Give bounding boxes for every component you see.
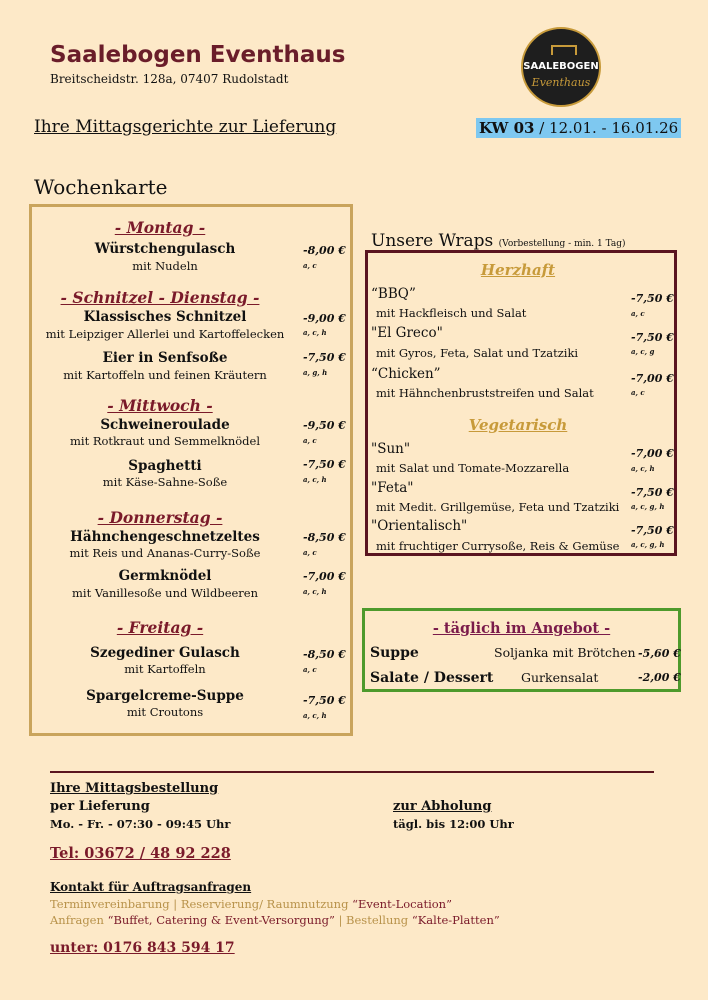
order-title: Ihre Mittagsbestellung — [50, 781, 219, 796]
contact-text: | Bestellung — [334, 913, 412, 927]
dish-name: Szegediner Gulasch — [90, 645, 240, 661]
wrap-desc: mit Salat und Tomate-Mozzarella — [376, 461, 570, 475]
wrap-desc: mit Hähnchenbruststreifen und Salat — [376, 386, 594, 400]
logo-text: SAALEBOGEN — [523, 61, 599, 72]
contact-highlight: “Event-Location” — [352, 897, 452, 911]
wraps-title — [371, 231, 626, 251]
daily-price: -5,60 € — [638, 647, 681, 660]
wrap-allergens: a, c, g, h — [631, 540, 665, 549]
contact-highlight: “Kalte-Platten” — [411, 913, 500, 927]
wrap-allergens: a, c — [631, 309, 645, 318]
wrap-price: -7,50 € — [631, 331, 674, 344]
wrap-allergens: a, c, h — [631, 464, 655, 473]
dish-price: -7,50 € — [303, 351, 346, 364]
delivery-label: per Lieferung — [50, 799, 150, 814]
wraps-note: (Vorbestellung - min. 1 Tag) — [498, 239, 626, 249]
wrap-name: "Orientalisch" — [371, 518, 468, 534]
dish-allergens: a, g, h — [303, 368, 328, 377]
wrap-name: "Sun" — [371, 441, 411, 457]
logo-script: Eventhaus — [531, 76, 591, 89]
wrap-name: "El Greco" — [371, 325, 443, 341]
phone-link[interactable]: Tel: 03672 / 48 92 228 — [50, 845, 231, 862]
dish-price: -7,50 € — [303, 458, 346, 471]
dish-name: Würstchengulasch — [94, 241, 236, 257]
brand-name: Saalebogen Eventhaus — [50, 42, 346, 68]
mobile-link[interactable]: unter: 0176 843 594 17 — [50, 940, 235, 956]
divider — [50, 771, 654, 773]
contact-text: Anfragen — [50, 913, 108, 927]
wrap-allergens: a, c, g, h — [631, 502, 665, 511]
dish-name: Hähnchengeschnetzeltes — [70, 529, 260, 545]
dish-desc: mit Leipziger Allerlei und Kartoffelecken — [45, 327, 285, 341]
day-label: - Freitag - — [116, 618, 204, 637]
dish-price: -7,00 € — [303, 570, 346, 583]
dish-desc: mit Kartoffeln — [124, 662, 206, 676]
dish-name: Klassisches Schnitzel — [83, 309, 247, 325]
wrap-allergens: a, c — [631, 388, 645, 397]
dish-desc: mit Reis und Ananas-Curry-Soße — [69, 546, 261, 560]
menu-title: Wochenkarte — [34, 175, 168, 199]
wrap-price: -7,00 € — [631, 372, 674, 385]
dish-name: Eier in Senfsoße — [102, 350, 228, 366]
dish-allergens: a, c — [303, 665, 317, 674]
wrap-desc: mit fruchtiger Currysoße, Reis & Gemüse — [376, 539, 620, 553]
week-range: / 12.01. - 16.01.26 — [534, 119, 679, 137]
wrap-name: “BBQ” — [371, 286, 416, 302]
wrap-price: -7,50 € — [631, 292, 674, 305]
dish-price: -9,50 € — [303, 419, 346, 432]
logo — [521, 27, 601, 107]
dish-name: Spargelcreme-Suppe — [86, 688, 244, 704]
wrap-name: "Feta" — [371, 480, 414, 496]
dish-desc: mit Käse-Sahne-Soße — [102, 475, 228, 489]
dish-allergens: a, c, h — [303, 587, 327, 596]
pickup-label: zur Abholung — [393, 799, 492, 814]
dish-price: -8,50 € — [303, 531, 346, 544]
day-label: - Donnerstag - — [97, 508, 223, 527]
contact-title: Kontakt für Auftragsanfragen — [50, 880, 252, 894]
daily-title: - täglich im Angebot - — [432, 620, 611, 637]
contact-text: Terminvereinbarung | Reservierung/ Raumnutzung — [50, 897, 353, 911]
wrap-price: -7,00 € — [631, 447, 674, 460]
dish-price: -7,50 € — [303, 694, 346, 707]
wraps-heading: Unsere Wraps — [371, 231, 494, 251]
dish-desc: mit Kartoffeln und feinen Kräutern — [63, 368, 267, 382]
wrap-desc: mit Hackfleisch und Salat — [376, 306, 527, 320]
dish-price: -8,00 € — [303, 244, 346, 257]
wrap-price: -7,50 € — [631, 486, 674, 499]
daily-item: Gurkensalat — [521, 670, 599, 685]
wrap-category: Vegetarisch — [468, 416, 568, 434]
dish-allergens: a, c, h — [303, 711, 327, 720]
delivery-hours: Mo. - Fr. - 07:30 - 09:45 Uhr — [50, 817, 231, 831]
contact-line — [50, 897, 452, 911]
subtitle: Ihre Mittagsgerichte zur Lieferung — [34, 117, 337, 137]
wrap-category: Herzhaft — [480, 261, 556, 279]
day-label: - Schnitzel - Dienstag - — [60, 288, 260, 307]
wrap-name: “Chicken” — [371, 366, 441, 382]
dish-allergens: a, c — [303, 548, 317, 557]
dish-name: Spaghetti — [128, 458, 202, 474]
week-number: KW 03 — [479, 119, 535, 137]
week-badge — [476, 118, 681, 138]
dish-name: Germknödel — [118, 568, 212, 584]
day-label: - Montag - — [114, 218, 206, 237]
dish-desc: mit Vanillesoße und Wildbeeren — [71, 586, 259, 600]
dish-desc: mit Rotkraut und Semmelknödel — [69, 434, 261, 448]
daily-label: Salate / Dessert — [370, 670, 494, 686]
daily-item: Soljanka mit Brötchen — [494, 645, 636, 660]
address: Breitscheidstr. 128a, 07407 Rudolstadt — [50, 72, 289, 86]
dish-allergens: a, c, h — [303, 328, 327, 337]
daily-label: Suppe — [370, 645, 419, 661]
dish-allergens: a, c — [303, 436, 317, 445]
contact-line — [50, 913, 500, 927]
dish-allergens: a, c — [303, 261, 317, 270]
dish-allergens: a, c, h — [303, 475, 327, 484]
dish-desc: mit Nudeln — [132, 259, 198, 273]
dish-price: -9,00 € — [303, 312, 346, 325]
contact-highlight: “Buffet, Catering & Event-Versorgung” — [107, 913, 335, 927]
day-label: - Mittwoch - — [107, 396, 213, 415]
dish-desc: mit Croutons — [126, 705, 204, 719]
dish-name: Schweineroulade — [100, 417, 230, 433]
wrap-desc: mit Gyros, Feta, Salat und Tzatziki — [376, 346, 579, 360]
wrap-price: -7,50 € — [631, 524, 674, 537]
pickup-hours: tägl. bis 12:00 Uhr — [393, 817, 514, 831]
wrap-allergens: a, c, g — [631, 347, 655, 356]
roof-icon — [551, 45, 577, 55]
dish-price: -8,50 € — [303, 648, 346, 661]
daily-price: -2,00 € — [638, 671, 681, 684]
wrap-desc: mit Medit. Grillgemüse, Feta und Tzatziki — [376, 500, 620, 514]
